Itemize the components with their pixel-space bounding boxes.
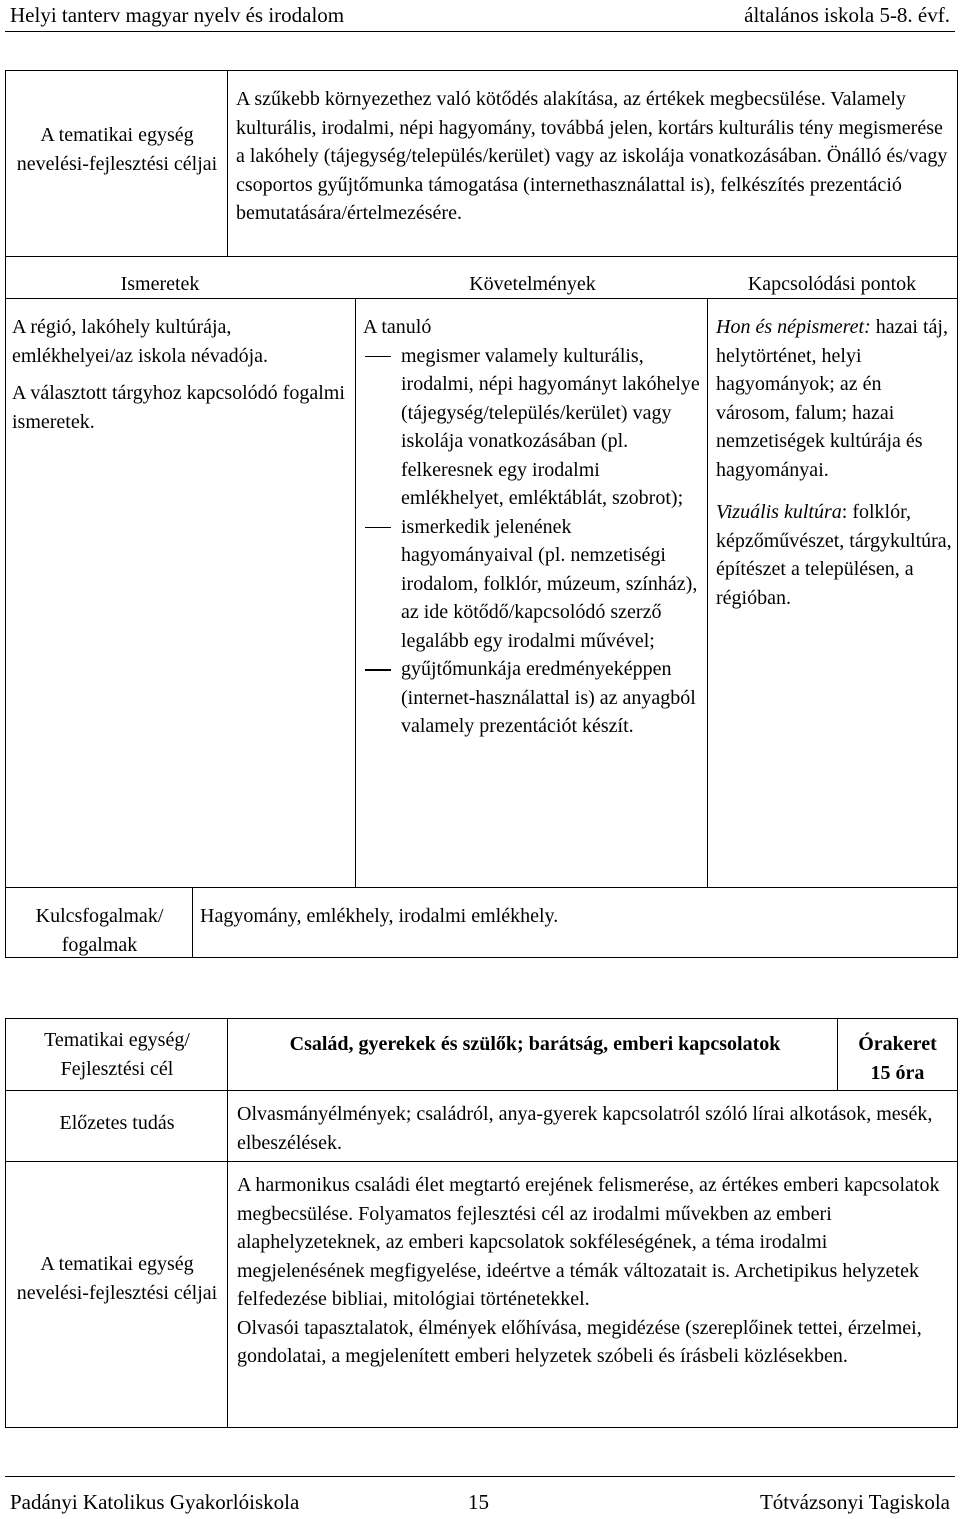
requirement-item: megismer valamely kulturális, irodalmi, népi hagyományt lakóhelye (tájegység/település/kerület) vagy iskolája vonatkozásában (pl. felkeresnek egy irodalmi emlékhelyet, emléktáblát, szobrot); [363,342,703,513]
goals-text: A szűkebb környezethez való kötődés alakítása, az értékek megbecsülése. Valamely kulturális, irodalmi, népi hagyomány, továbbá jelen, kortárs kulturális tény megismerése a lakóhely (tájegység/település/kerület) vagy az iskolája vonatkozásában. Önálló és/vagy csoportos gyűjtőmunka támogatása (internethasználattal is), felkészítés prezentáció bemutatására/értelmezésére. [236,88,948,224]
connection-subject: Hon és népismeret: [716,316,871,338]
connection-text: folklór, képzőművészet, tárgykultúra, építészet a településen, a régióban. [716,501,952,609]
page-header [10,0,950,30]
requirement-item: gyűjtőmunkája eredményeképpen (internet-használattal is) az anyagból valamely prezentációt készít. [363,655,703,741]
unit-title: Család, gyerekek és szülők; barátság, emberi kapcsolatok [289,1033,781,1055]
header-rule [5,31,955,32]
page-number: 15 [468,1490,489,1514]
header-right: általános iskola 5-8. évf. [744,3,950,27]
footer-rule [5,1476,955,1477]
footer-right: Tótvázsonyi Tagiskola [759,1490,950,1514]
page-footer [10,1487,950,1517]
col-header-requirements: Követelmények [469,273,596,295]
goals-paragraph: Olvasói tapasztalatok, élmények előhívása, megidézése (szereplőinek tettei, érzelmei, gondolatai, a megjelenített emberi helyzetek szóbeli és írásbeli közlésekben. [237,1316,922,1367]
goals-label-2: A tematikai egység nevelési-fejlesztési céljai [16,1253,218,1304]
connection-item [716,498,954,612]
goals-text-2 [237,1171,949,1371]
col-header-connections: Kapcsolódási pontok [747,273,917,295]
hours-label: Órakeret [858,1033,937,1055]
connection-colon: : [841,501,848,523]
goals-label: A tematikai egység nevelési-fejlesztési céljai [16,124,218,175]
prior-knowledge-text: Olvasmányélmények; családról, anya-gyerek kapcsolatról szóló lírai alkotások, mesék, elbeszélések. [237,1103,933,1154]
knowledge-item: A választott tárgyhoz kapcsolódó fogalmi ismeretek. [12,382,345,433]
knowledge-column [12,313,352,436]
key-concepts-text: Hagyomány, emlékhely, irodalmi emlékhely. [200,905,559,927]
key-concepts-label: Kulcsfogalmak/ fogalmak [35,905,164,956]
requirements-column [363,313,703,741]
connection-subject: Vizuális kultúra [716,501,842,523]
knowledge-item: A régió, lakóhely kultúrája, emlékhelyei/az iskola névadója. [12,316,269,367]
connection-item [716,313,954,484]
footer-left: Padányi Katolikus Gyakorlóiskola [10,1490,300,1514]
goals-paragraph: A harmonikus családi élet megtartó erejének felismerése, az értékes emberi kapcsolatok megbecsülése. Folyamatos fejlesztési cél az irodalmi művekben az emberi alaphelyzeteknek, az emberi kapcsolatok sokféleségének, a téma irodalmi megjelenésének megfigyelése, ideértve a témák változatait is. Archetipikus helyzetek felfedezése bibliai, mitológiai történetekkel. [237,1174,940,1310]
prior-knowledge-label: Előzetes tudás [59,1112,175,1134]
hours-value: 15 óra [870,1062,925,1084]
requirements-intro: A tanuló [363,316,432,338]
connection-text: hazai táj, helytörténet, helyi hagyományok; az én városom, falum; hazai nemzetiségek kultúrája és hagyományai. [716,316,948,481]
header-left: Helyi tanterv magyar nyelv és irodalom [10,3,345,27]
unit-label: Tematikai egység/ Fejlesztési cél [44,1029,190,1080]
col-header-knowledge: Ismeretek [120,273,200,295]
requirement-item: ismerkedik jelenének hagyományaival (pl. nemzetiségi irodalom, folklór, múzeum, színház), az ide kötődő/kapcsolódó szerző legalább egy irodalmi művével; [363,513,703,656]
connections-column [716,313,954,612]
